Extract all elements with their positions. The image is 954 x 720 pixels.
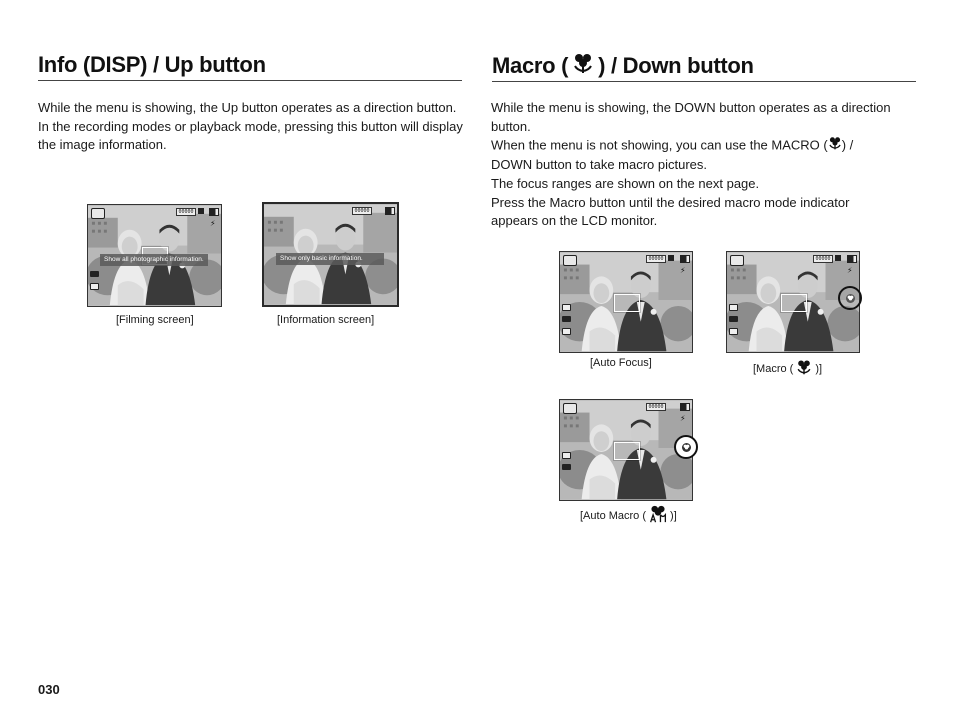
flash-icon: ⚡ bbox=[847, 266, 853, 275]
paragraph-line: While the menu is showing, the Up button operates as a direction button. bbox=[38, 100, 457, 115]
caption-filming-screen: [Filming screen] bbox=[116, 314, 194, 326]
section-title-info-disp bbox=[38, 52, 266, 78]
paragraph-line: Press the Macro button until the desired macro mode indicator bbox=[491, 194, 850, 210]
af-mode-icon bbox=[729, 316, 738, 322]
lcd-screen-auto-macro bbox=[559, 399, 693, 501]
caption-information-screen: [Information screen] bbox=[277, 314, 375, 326]
paragraph-line: In the recording modes or playback mode, pressing this button will display bbox=[38, 118, 463, 134]
paragraph-line: appears on the LCD monitor. bbox=[491, 213, 658, 229]
shot-counter: 00000 bbox=[813, 255, 833, 263]
battery-icon bbox=[847, 255, 857, 263]
info-banner: Show only basic information. bbox=[276, 253, 384, 265]
lcd-screen-filming bbox=[87, 204, 222, 307]
macro-flower-icon bbox=[828, 136, 842, 156]
battery-icon bbox=[385, 207, 395, 215]
title-rule-right bbox=[492, 81, 916, 82]
battery-icon bbox=[209, 208, 219, 216]
auto-macro-icon bbox=[649, 505, 667, 526]
metering-icon bbox=[90, 283, 99, 290]
camera-mode-icon bbox=[730, 255, 744, 266]
shot-counter: 00000 bbox=[352, 207, 372, 215]
metering-icon bbox=[562, 328, 571, 335]
af-mode-icon bbox=[90, 271, 99, 277]
auto-macro-indicator-icon bbox=[682, 443, 691, 452]
auto-macro-indicator-ring bbox=[674, 435, 698, 459]
shot-counter: 00000 bbox=[646, 403, 666, 411]
af-mode-icon bbox=[562, 464, 571, 470]
flash-icon: ⚡ bbox=[680, 414, 686, 423]
battery-icon bbox=[680, 403, 690, 411]
caption-macro: [Macro ( )] bbox=[753, 359, 822, 378]
page-number: 030 bbox=[38, 682, 60, 697]
section-title-prefix: Macro ( bbox=[492, 53, 569, 78]
caption-auto-macro: [Auto Macro ( )] bbox=[580, 505, 677, 526]
focus-frame bbox=[614, 294, 640, 312]
battery-icon bbox=[680, 255, 690, 263]
camera-mode-icon bbox=[91, 208, 105, 219]
focus-frame bbox=[781, 294, 807, 312]
paragraph-line: button. bbox=[491, 118, 531, 134]
lcd-screen-auto-focus bbox=[559, 251, 693, 353]
flash-icon: ⚡ bbox=[680, 266, 686, 275]
macro-indicator-icon bbox=[846, 294, 855, 303]
paragraph-line-macro: When the menu is not showing, you can use the MACRO ( ) / bbox=[491, 136, 911, 156]
section-title-text: Info (DISP) / Up button bbox=[38, 52, 266, 77]
metering-icon bbox=[729, 328, 738, 335]
paragraph-line: DOWN button to take macro pictures. bbox=[491, 157, 708, 173]
paragraph-line: While the menu is showing, the DOWN button operates as a direction bbox=[491, 100, 891, 115]
memory-card-icon bbox=[835, 255, 841, 261]
shot-counter: 00000 bbox=[176, 208, 196, 216]
flash-icon: ⚡ bbox=[210, 219, 216, 228]
shot-counter: 00000 bbox=[646, 255, 666, 263]
camera-mode-icon bbox=[563, 255, 577, 266]
lcd-screen-information bbox=[262, 202, 399, 307]
face-detect-icon bbox=[562, 452, 571, 459]
face-detect-icon bbox=[562, 304, 571, 311]
camera-mode-icon bbox=[563, 403, 577, 414]
title-rule-left bbox=[38, 80, 462, 81]
section-title-suffix: ) / Down button bbox=[598, 53, 754, 78]
info-banner: Show all photographic information. bbox=[100, 254, 208, 266]
face-detect-icon bbox=[729, 304, 738, 311]
macro-paragraph bbox=[491, 99, 911, 231]
caption-auto-focus: [Auto Focus] bbox=[590, 357, 652, 369]
macro-indicator-ring bbox=[838, 286, 862, 310]
macro-flower-icon bbox=[796, 359, 812, 378]
memory-card-icon bbox=[198, 208, 204, 214]
memory-card-icon bbox=[668, 255, 674, 261]
paragraph-line: The focus ranges are shown on the next page. bbox=[491, 175, 760, 191]
info-disp-paragraph bbox=[38, 99, 468, 155]
macro-flower-icon bbox=[572, 52, 594, 80]
focus-frame bbox=[614, 442, 640, 460]
section-title-macro bbox=[492, 52, 754, 80]
paragraph-line: the image information. bbox=[38, 137, 167, 153]
af-mode-icon bbox=[562, 316, 571, 322]
